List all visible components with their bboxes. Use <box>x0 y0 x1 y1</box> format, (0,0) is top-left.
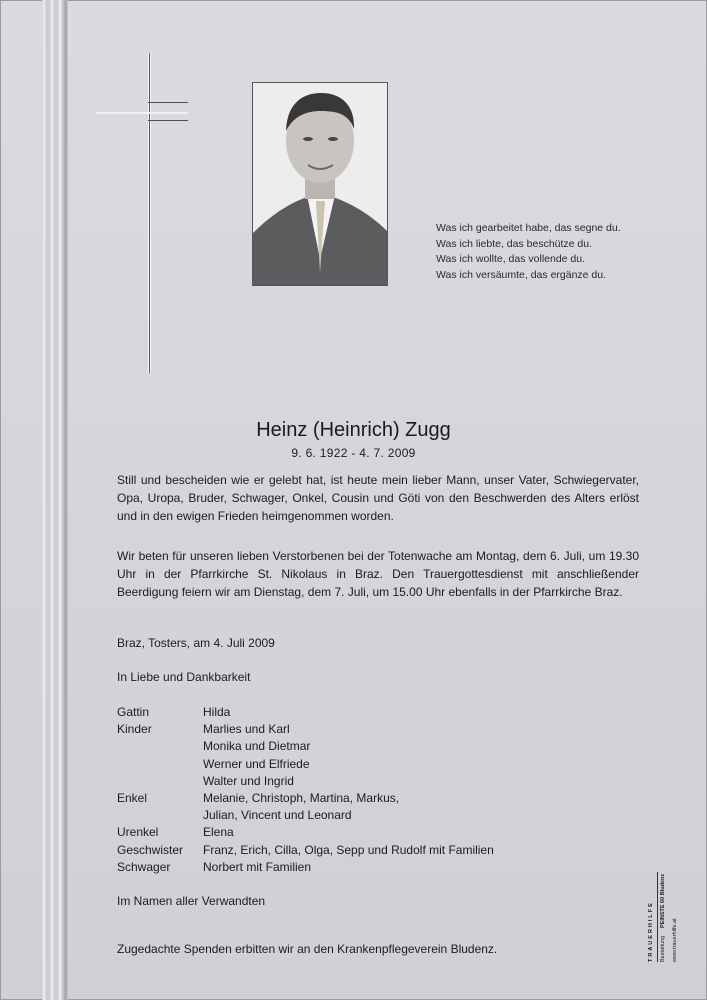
family-row <box>117 704 494 721</box>
family-row <box>117 756 494 773</box>
place-date: Braz, Tosters, am 4. Juli 2009 <box>117 636 275 650</box>
family-row <box>117 790 494 807</box>
family-names: Norbert mit Familien <box>203 859 312 874</box>
portrait-photo <box>252 82 388 286</box>
poem-line: Was ich gearbeitet habe, das segne du. <box>436 222 621 234</box>
announcement-paragraph: Still und bescheiden wie er gelebt hat, ist heute mein lieber Mann, unser Vater, Schwiegervater, Opa, Uropa, Bruder, Schwager, Onkel, Cousin und Göti von den Beschwerden des Alters erlöst und in den ewigen Frieden heimgenommen worden. <box>117 473 639 523</box>
family-row <box>117 721 494 738</box>
family-role <box>117 807 203 824</box>
decorative-stripe <box>42 0 68 1000</box>
family-names: Werner und Elfriede <box>203 756 310 771</box>
family-names: Monika und Dietmar <box>203 739 311 754</box>
relatives-line: Im Namen aller Verwandten <box>117 894 266 908</box>
poem-line: Was ich wollte, das vollende du. <box>436 253 586 265</box>
logo-line2: PEINSTE 60 Bludenz <box>660 873 666 928</box>
family-row <box>117 807 494 824</box>
family-role: Geschwister <box>117 842 184 857</box>
service-paragraph: Wir beten für unseren lieben Verstorbenen bei der Totenwache am Montag, dem 6. Juli, um 19.30 Uhr in der Pfarrkirche St. Nikolaus in Braz. Den Trauergottesdienst mit anschließender Beerdigung feiern wir am Dienstag, dem 7. Juli, um 15.00 Uhr ebenfalls in der Pfarrkirche Braz. <box>117 549 639 599</box>
family-row <box>117 842 494 859</box>
family-list <box>117 704 494 876</box>
donation-line: Zugedachte Spenden erbitten wir an den Krankenpflegeverein Bludenz. <box>117 942 498 956</box>
family-row <box>117 738 494 755</box>
family-names: Elena <box>203 825 234 840</box>
family-names: Hilda <box>203 705 231 719</box>
poem-line: Was ich versäumte, das ergänze du. <box>436 268 607 281</box>
family-role: Enkel <box>117 791 148 806</box>
funeral-home-logo <box>648 872 684 962</box>
family-row <box>117 859 494 876</box>
family-names: Marlies und Karl <box>203 722 290 737</box>
family-row <box>117 824 494 841</box>
poem-line: Was ich liebte, das beschütze du. <box>436 237 593 250</box>
deceased-name: Heinz (Heinrich) Zugg <box>256 419 451 441</box>
family-names: Walter und Ingrid <box>203 773 294 788</box>
life-dates: 9. 6. 1922 - 4. 7. 2009 <box>291 446 416 460</box>
family-names: Julian, Vincent und Leonard <box>203 808 352 823</box>
family-names: Melanie, Christoph, Martina, Markus, <box>203 791 400 806</box>
family-role <box>117 738 203 755</box>
family-names: Franz, Erich, Cilla, Olga, Sepp und Rudolf mit Familien <box>203 842 494 857</box>
family-row <box>117 773 494 790</box>
logo-line1: Bestattung <box>660 935 666 962</box>
family-role: Urenkel <box>117 825 159 840</box>
family-role <box>117 756 203 773</box>
family-role: Gattin <box>117 705 150 719</box>
poem <box>436 221 621 283</box>
greeting: In Liebe und Dankbarkeit <box>117 670 251 684</box>
family-role: Schwager <box>117 859 171 874</box>
family-role: Kinder <box>117 722 152 737</box>
family-role <box>117 773 203 790</box>
logo-brand: TRAUERHILFE <box>648 901 654 962</box>
logo-line3: www.trauerhilfe.at <box>672 918 678 962</box>
